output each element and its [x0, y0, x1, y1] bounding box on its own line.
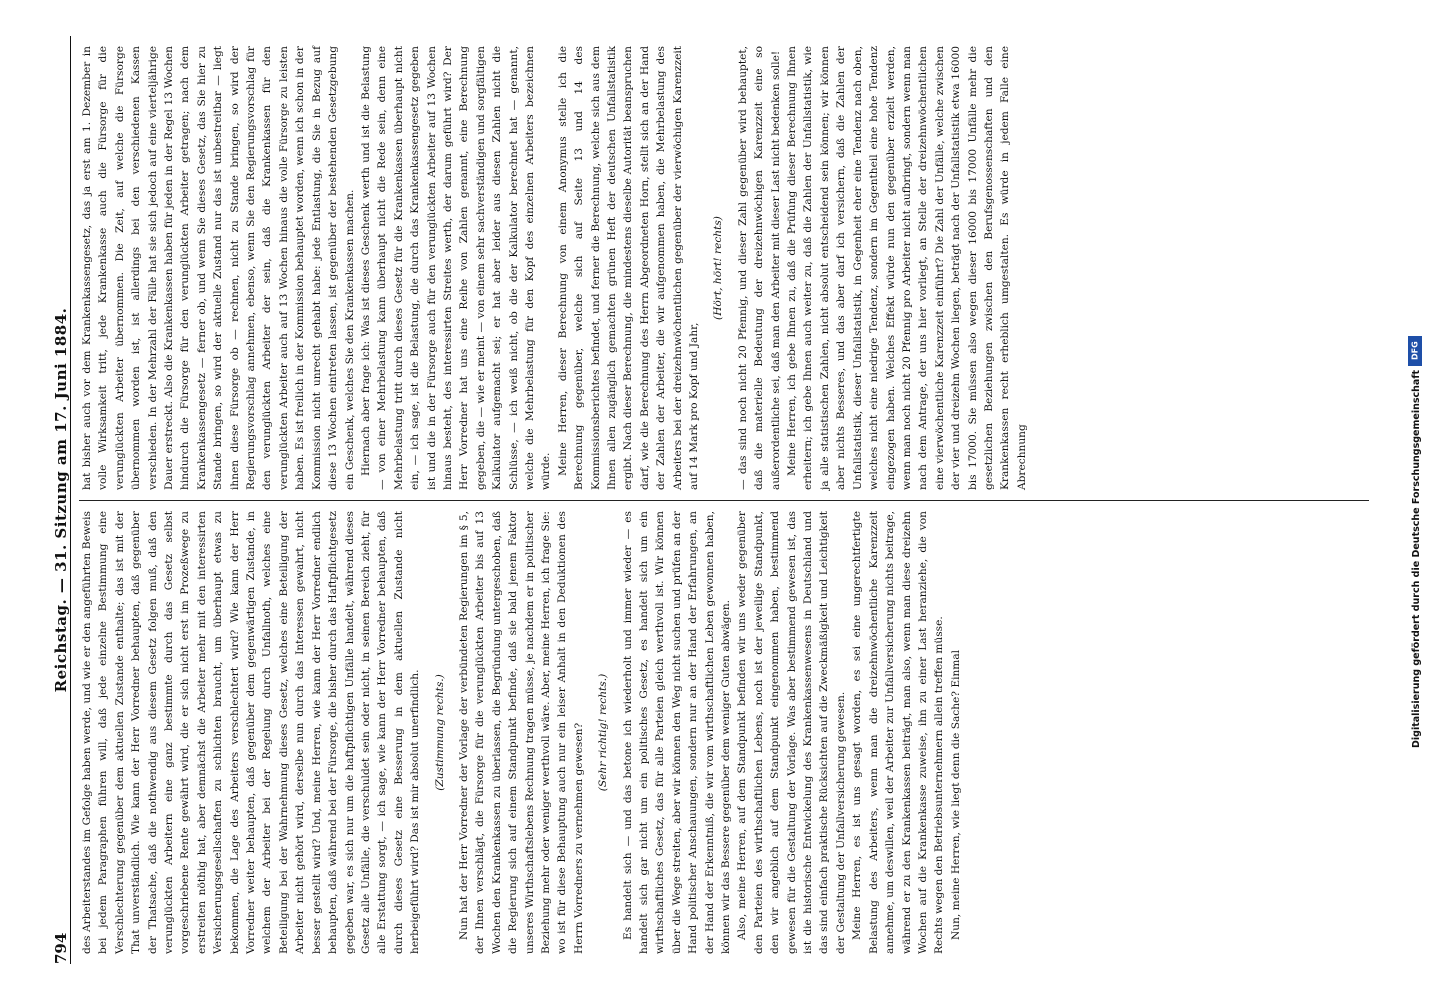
paragraph: hat bisher auch vor dem Krankenkassengesetz, das ja erst am 1. Dezember in volle Wirksamkeit tritt, jede Krankenkasse auch die Fürsorge für die verunglückten Arbeiter übernommen. Die Zeit, auf welche die Fürsorge übernommen worden ist, ist allerdings bei den verschiedenen Kassen verschieden. In der Mehrzahl der Fälle hat sie sich jedoch auf eine vierteljährige Dauer erstreckt. Also die Krankenkassen haben für jeden in der Regel 13 Wochen hindurch die Fürsorge für den verunglückten Arbeiter getragen; nach dem Krankenkassengesetz — ferner ob, und wenn Sie dieses Gesetz, das Sie hier zu Stande bringen, so wird der aktuelle Zustand nur das ist unbestreitbar — liegt ihnen diese Fürsorge ob — rechnen, nicht zu Stande bringen, so wird der Regierungsvorschlag annehmen, ebenso, wenn Sie den Regierungsvorschlag für den verunglückten Arbeiter der sein, daß die Krankenkassen für den verunglückten Arbeiter auch auf 13 Wochen hinaus die volle Fürsorge zu leisten haben. Es ist freilich in der Kommission behauptet worden, wenn ich schon in der Kommission nicht unrecht gehabt habe: jede Entlastung, die Sie in Bezug auf diese 13 Wochen eintreten lassen, ist gegenüber der bestehenden Gesetzgebung ein Geschenk, welches Sie den Krankenkassen machen. [81, 46, 356, 490]
paragraph: Meine Herren, ich gebe Ihnen zu, daß die Prüfung dieser Berechnung Ihnen erheitern; ich gebe Ihnen auch weiter zu, daß die Zahlen der Unfallstatistik, wie ja alle statistischen Zahlen, nicht absolut entscheidend sein können; wir können aber nichts Besseres, und das aber darf ich versichern, daß die Zahlen der Unfallstatistik, dieser Unfallstatistik, in Gegenheit eher eine Tendenz nach oben, welches nicht eine niedrige Tendenz, sondern im Gegentheil eine hohe Tendenz eingezogen haben. Welches Effekt würde nun den gegenüber erzielt werden, wenn man noch nicht 20 Pfennig pro Arbeiter nicht aufbringt, sondern wenn man nach dem Antrage, der uns hier vorliegt, an Stelle der dreizehnwöchentlichen eine vierwöchentliche Karenzzeit einführt? Die Zahl der Unfälle, welche zwischen der vier und dreizehn Wochen liegen, beträgt nach der Unfallstatistik etwa 16000 bis 17000. Sie müssen also wegen dieser 16000 bis 17000 Unfälle mehr die gesetzlichen Beziehungen zwischen den Berufsgenossenschaften und den Krankenkassen recht erheblich umgestalten. Es würde in jedem Falle eine Abrechnung [786, 46, 1028, 490]
paragraph: Hiernach aber frage ich: Was ist dieses Geschenk werth und ist die Belastung — von einer Mehrbelastung kann überhaupt nicht die Rede sein, denn eine Mehrbelastung tritt durch dieses Gesetz für die Krankenkassen überhaupt nicht ein, — ich sage, ist die Belastung, die durch das Krankenkassengesetz gegeben ist und die in der Fürsorge auch für den verunglückten Arbeiter auf 13 Wochen hinaus besteht, des interessirten Streites werth, der darum geführt wird? Der Herr Vorredner hat uns eine Reihe von Zahlen genannt, eine Berechnung gegeben, die — wie er meint — von einem sehr sachverständigen und sorgfältigen Kalkulator aufgemacht sei; er hat aber leider aus diesen Zahlen nicht die Schlüsse, — ich weiß nicht, ob die der Kalkulator berechnet hat — genannt, welche die Mehrbelastung für den Kopf des einzelnen Arbeiters bezeichnen würde. [359, 46, 553, 490]
page-header [34, 36, 71, 964]
right-column [79, 36, 1369, 500]
paragraph: Meine Herren, dieser Berechnung von einem Anonymus stelle ich die Berechnung gegenüber, welche sich auf Seite 13 und 14 des Kommissionsberichtes befindet, und ferner die Berechnung, welche sich aus dem Ihnen allen zugänglich gemachten grünen Heft der deutschen Unfallstatistik ergibt. Nach dieser Berechnung, die mindestens dieselbe Autorität beanspruchen darf, wie die Berechnung des Herrn Abgeordneten Horn, stellt sich an der Hand der Zahlen der Arbeiter, die wir aufgenommen haben, die Mehrbelastung des Arbeiters bei der dreizehnwöchentlichen gegenüber der vierwöchigen Karenzzeit auf 14 Mark pro Kopf und Jahr, [556, 46, 701, 490]
paragraph: Meine Herren, es ist uns gesagt worden, es sei eine ungerechtfertigte Belastung des Arbeiters, wenn man die dreizehnwöchentliche Karenzzeit annehme, um deswillen, weil der Arbeiter zur Unfallversicherung nichts beitrage, während er zu den Krankenkassen beiträgt, man also, wenn man diese dreizehn Wochen auf die Krankenkasse zuweise, ihn zu einer Last heranziehe, die von Rechts wegen den Betriebsunternehmern allein treffen müsse. [851, 511, 946, 954]
paragraph: Nun hat der Herr Vorredner der Vorlage der verbündeten Regierungen im § 5, der Ihnen verschlägt, die Fürsorge für die verunglückten Arbeiter bis auf 13 Wochen den Krankenkassen zu überlassen, die Begründung untergeschoben, daß die Regierung sich auf einem Standpunkt befinde, daß sie bald jenem Faktor unseres Wirthschaftslebens Rechnung tragen müsse, je nachdem er in politischer Beziehung mehr oder weniger werthvoll wäre. Aber, meine Herren, ich frage Sie: wo ist für diese Behauptung auch nur ein leiser Anhalt in den Deduktionen des Herrn Vorredners zu vernehmen gewesen? [457, 511, 585, 954]
interjection: (Zustimmung rechts.) [433, 674, 446, 791]
page-number: 794 [52, 932, 70, 964]
text-columns [79, 36, 1369, 964]
paragraph: — das sind noch nicht 20 Pfennig, und dieser Zahl gegenüber wird behauptet, daß die materielle Bedeutung der dreizehnwöchigen Karenzzeit eine so außerordentliche sei, daß man den Arbeiter mit dieser Last nicht bedenken solle! [736, 46, 782, 490]
paragraph: des Arbeiterstandes im Gefolge haben werde, und wie er den angeführten Beweis bei jedem Paragraphen führen will, daß jede einzelne Bestimmung eine Verschlechterung gegenüber dem aktuellen Zustande enthalte; das ist mit der That unverständlich. Wie kann der Herr Vorredner behaupten, daß gegenüber der Thatsache, daß die nothwendig aus diesem Gesetz folgen muß, daß den verunglückten Arbeitern eine ganz bestimmte durch das Gesetz selbst vorgeschriebene Rente gewährt wird, die er sich nicht erst im Prozeßwege zu erstreiten nöthig hat, aber demnächst die Arbeiter mehr mit den interessirten Versicherungsgesellschaften zu schlichten braucht, um überhaupt etwas zu bekommen, die Lage des Arbeiters verschlechtert wird? Wie kann der Herr Vorredner weiter behaupten, daß gegenüber dem gegenwärtigen Zustande, in welchem der Arbeiter bei der Regelung durch Unfallnoth, welches eine Beteiligung bei der Wahrnehmung dieses Gesetz, welches eine Beteiligung der Arbeiter nicht gehört wird, derselbe nun durch das Interessen gewahrt, nicht besser gestellt wird? Und, meine Herren, wie kann der Herr Vorredner endlich behaupten, daß während bei der Fürsorge, die bisher durch das Haftpflichtgesetz gegeben war, es sich nur um die haftpflichtigen Unfälle handelt, während dieses Gesetz alle Unfälle, die verschuldet sein oder nicht, in seinen Bereich zieht, für alle Erstattung sorgt, — ich sage, wie kann der Herr Vorredner behaupten, daß durch dieses Gesetz eine Besserung in dem aktuellen Zustande nicht herbeigeführt wird? Das ist mir absolut unerfindlich. [81, 511, 422, 954]
dfg-logo: DFG [1408, 336, 1422, 366]
digitization-credit [1404, 341, 1422, 970]
interjection: (Sehr richtig! rechts.) [597, 673, 610, 792]
paragraph: Nun, meine Herren, wie liegt denn die Sache? Einmal [949, 649, 962, 940]
page-title: Reichstag. — 31. Sitzung am 17. Juni 1884. [52, 307, 70, 693]
paragraph: Also, meine Herren, auf dem Standpunkt befinden wir uns weder gegenüber den Parteien des wirthschaftlichen Lebens, noch ist der jeweilige Standpunkt, den wir angeblich auf dem Standpunkt eingenommen haben, bestimmend gewesen für die Gestaltung der Vorlage. Was aber bestimmend gewesen ist, das ist die historische Entwickelung des Krankenkassenwesens in Deutschland und das sind einfach praktische Rücksichten auf die Zweckmäßigkeit und Leichtigkeit der Gestaltung der Unfallversicherung gewesen. [736, 511, 847, 954]
left-column [79, 500, 1369, 964]
credit-text: Digitalisierung gefördert durch die Deutsche Forschungsgemeinschaft [1411, 370, 1422, 748]
interjection: (Hört, hört! rechts) [712, 216, 725, 320]
paragraph: Es handelt sich — und das betone ich wiederholt und immer wieder — es handelt sich gar nicht um ein politisches Gesetz, es handelt sich um ein wirthschaftliches Gesetz, das für alle Parteien gleich werthvoll ist. Wir können über die Wege streiten, aber wir können den Weg nicht suchen und prüfen an der Hand politischer Anschauungen, sondern nur an der Hand der Erfahrungen, an der Hand der Erkenntniß, die wir vom wirthschaftlichen Leben gewonnen haben, können wir das Bessere gegenüber dem weniger Guten abwägen. [621, 511, 733, 954]
